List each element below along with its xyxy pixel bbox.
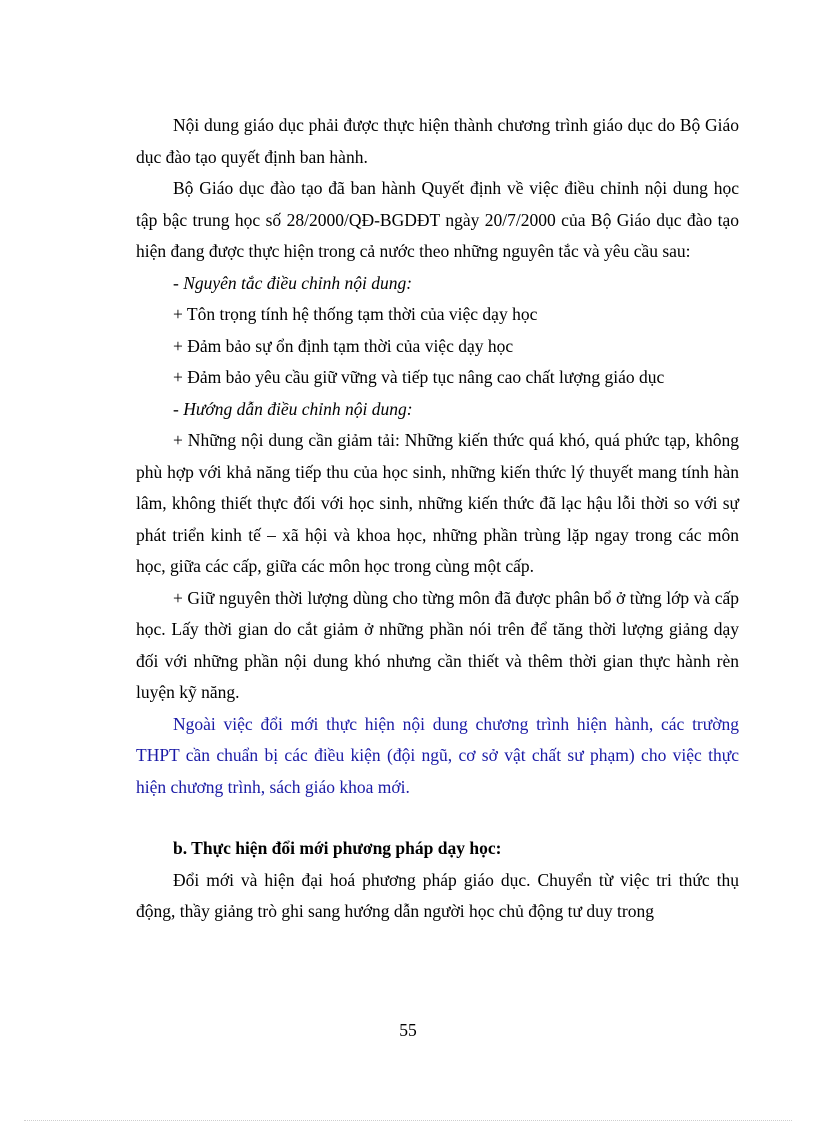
page-content — [136, 110, 739, 928]
paragraph-curriculum: Nội dung giáo dục phải được thực hiện thành chương trình giáo dục do Bộ Giáo dục đào tạo quyết định ban hành. — [136, 115, 739, 167]
principle-item: + Đảm bảo yêu cầu giữ vững và tiếp tục nâng cao chất lượng giáo dục — [173, 367, 665, 387]
section-heading: b. Thực hiện đổi mới phương pháp dạy học: — [173, 838, 502, 858]
guidance-item: + Giữ nguyên thời lượng dùng cho từng môn đã được phân bổ ở từng lớp và cấp học. Lấy thời gian do cắt giảm ở những phần nói trên để tăng thời lượng giảng dạy đối với những phần nội dung khó nhưng cần thiết và thêm thời gian thực hành rèn luyện kỹ năng. — [136, 587, 739, 702]
guidance-item: + Những nội dung cần giảm tải: Những kiến thức quá khó, quá phức tạp, không phù hợp với khả năng tiếp thu của học sinh, những kiến thức lý thuyết mang tính hàn lâm, không thiết thực đối với học sinh, những kiến thức đã lạc hậu lỗi thời so với sự phát triển kinh tế – xã hội và khoa học, những phần trùng lặp ngay trong các môn học, giữa các cấp, giữa các môn học trong cùng một cấp. — [136, 430, 739, 576]
principles-heading: - Nguyên tắc điều chỉnh nội dung: — [173, 272, 413, 293]
paragraph-decision: Bộ Giáo dục đào tạo đã ban hành Quyết định về việc điều chỉnh nội dung học tập bậc trung học số 28/2000/QĐ-BGDĐT ngày 20/7/2000 của Bộ Giáo dục đào tạo hiện đang được thực hiện trong cả nước theo những nguyên tắc và yêu cầu sau: — [136, 178, 739, 261]
guidance-heading: - Hướng dẫn điều chỉnh nội dung: — [173, 398, 413, 419]
page-bottom-divider — [24, 1120, 792, 1121]
highlighted-paragraph: Ngoài việc đổi mới thực hiện nội dung chương trình hiện hành, các trường THPT cần chuẩn bị các điều kiện (đội ngũ, cơ sở vật chất sư phạm) cho việc thực hiện chương trình, sách giáo khoa mới. — [136, 713, 739, 797]
principle-item: + Đảm bảo sự ổn định tạm thời của việc dạy học — [173, 335, 514, 356]
paragraph-methods: Đổi mới và hiện đại hoá phương pháp giáo dục. Chuyển từ việc tri thức thụ động, thầy giảng trò ghi sang hướng dẫn người học chủ động tư duy trong — [136, 869, 739, 921]
principle-item: + Tôn trọng tính hệ thống tạm thời của việc dạy học — [173, 304, 538, 324]
page-number: 55 — [399, 1020, 417, 1040]
